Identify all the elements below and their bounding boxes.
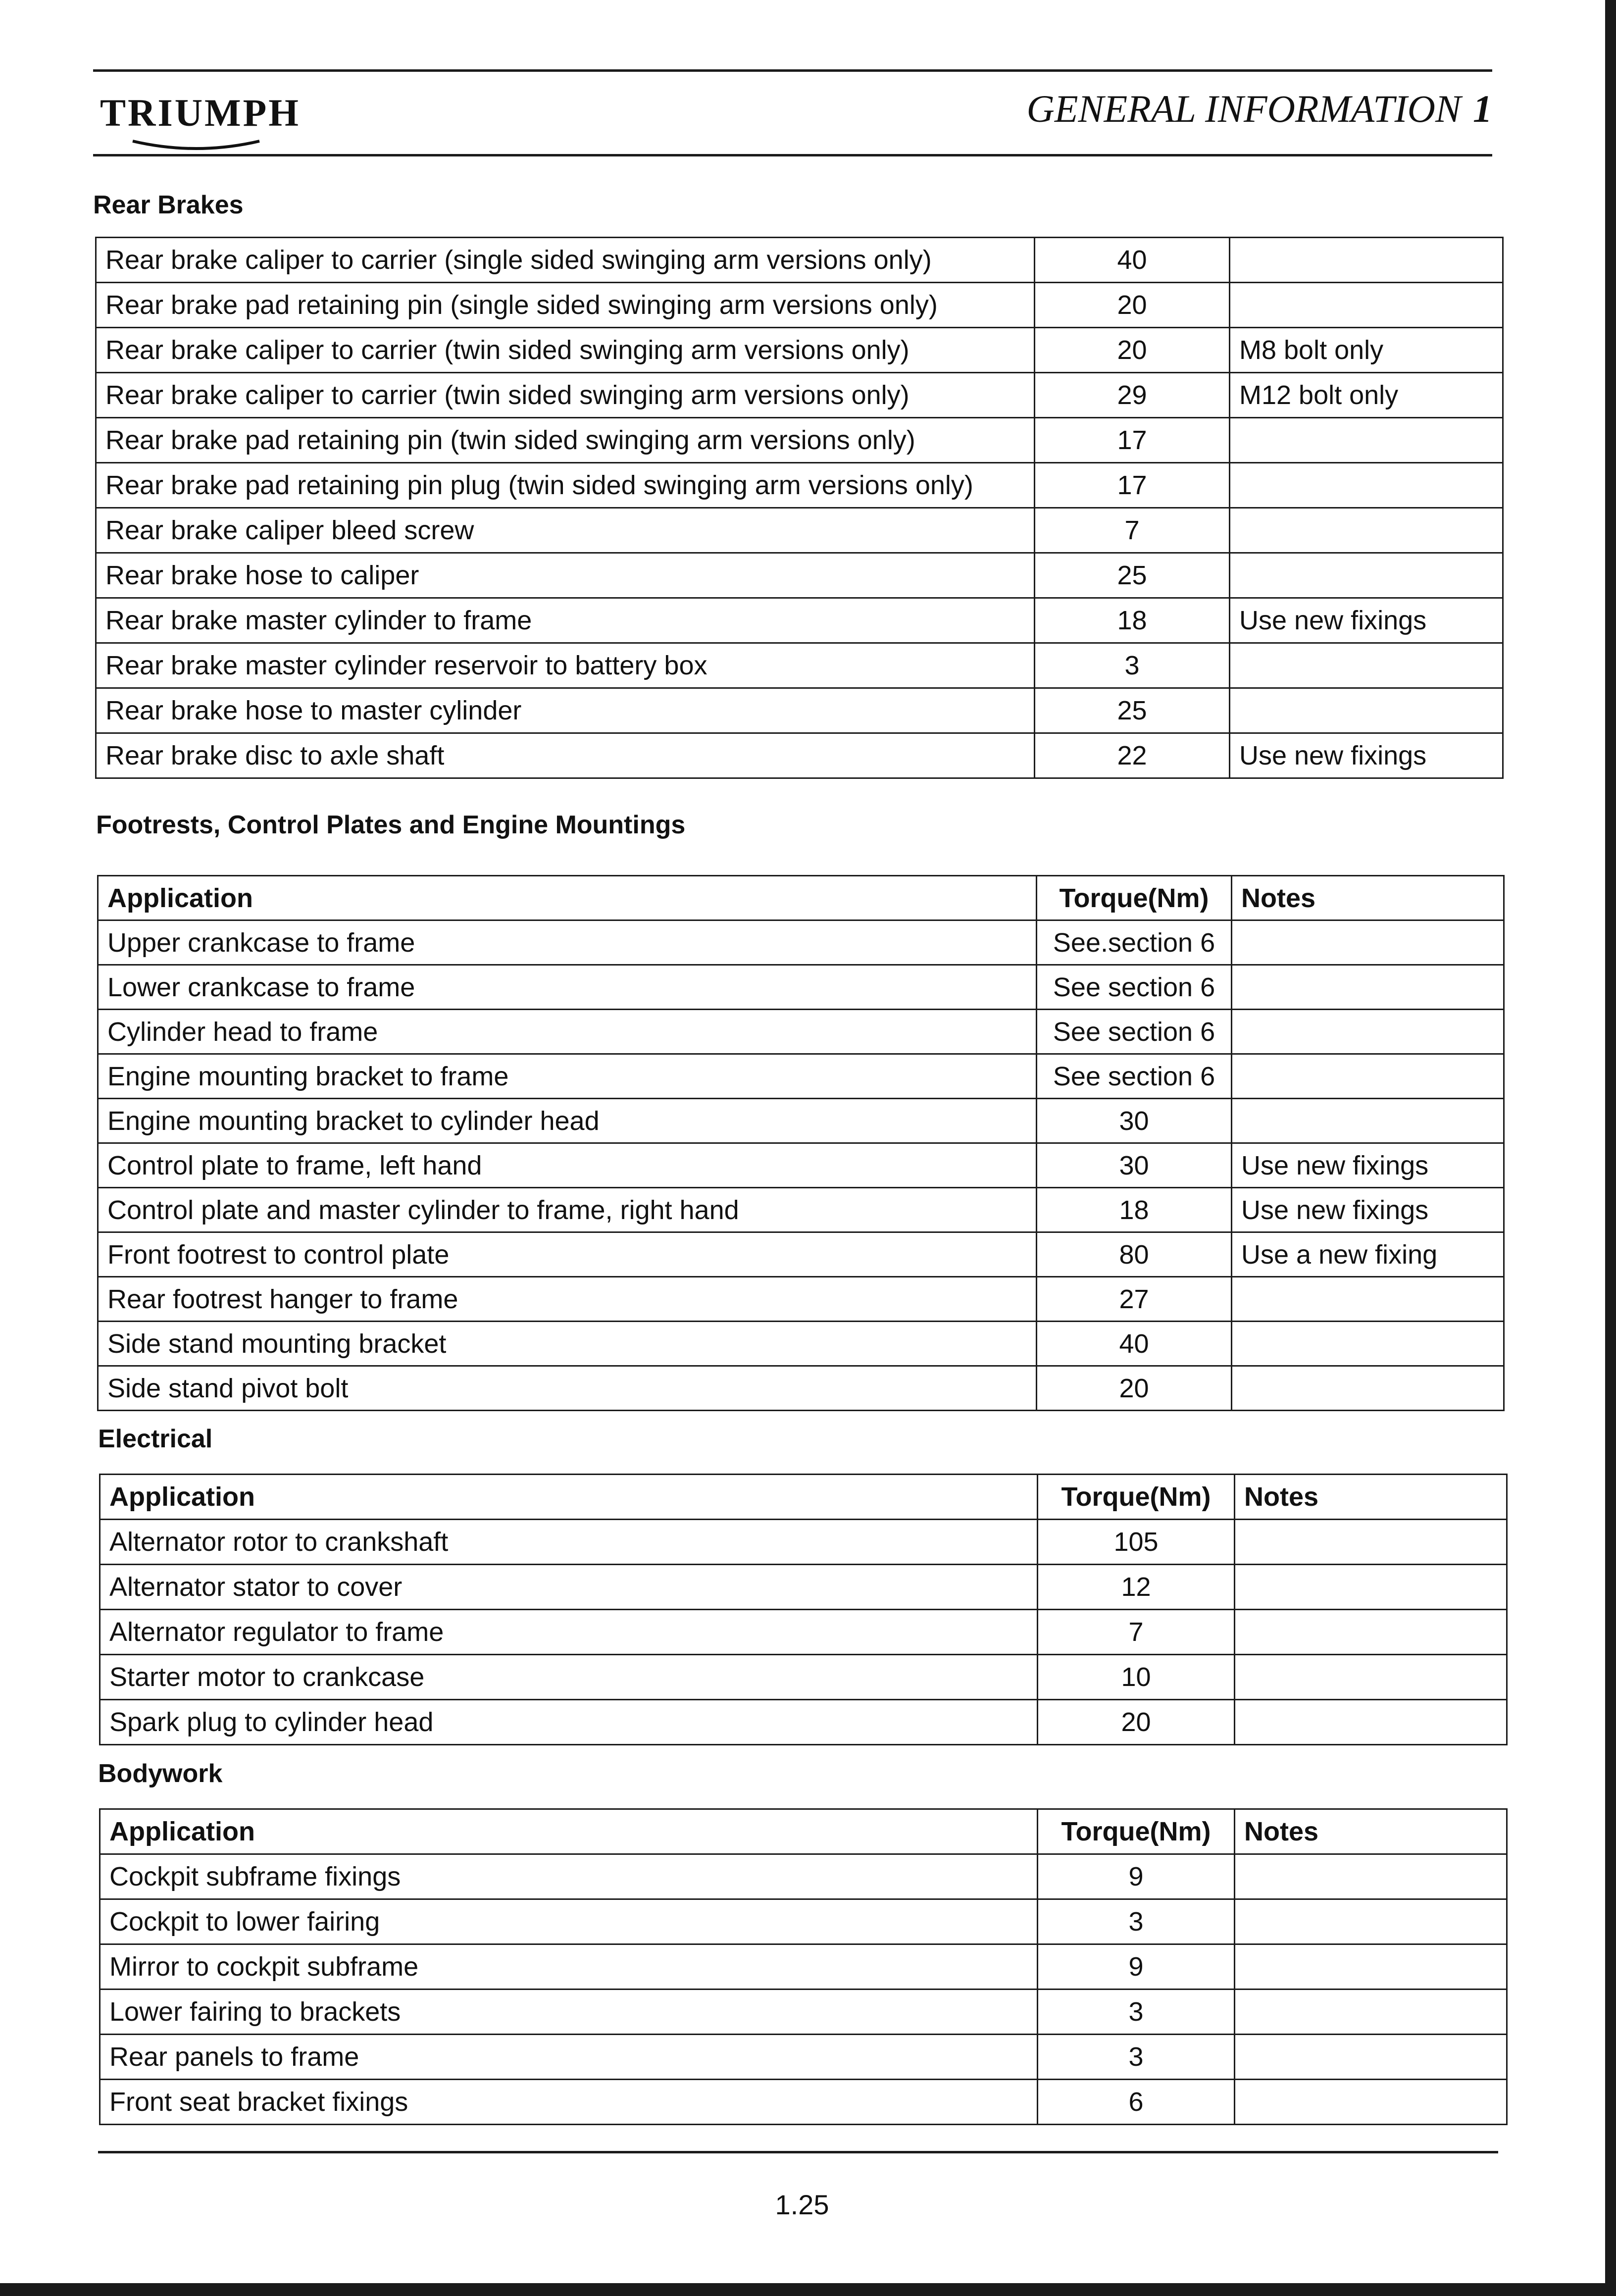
notes-cell: Use a new fixing (1232, 1232, 1504, 1277)
table-row (100, 1610, 1507, 1655)
application-cell: Rear brake master cylinder reservoir to battery box (96, 643, 1035, 688)
notes-cell (1232, 1099, 1504, 1143)
table-row (96, 508, 1503, 553)
torque-cell: 18 (1035, 598, 1230, 643)
table-row (98, 965, 1504, 1010)
application-cell: Cockpit to lower fairing (100, 1899, 1038, 1944)
column-header-notes: Notes (1235, 1475, 1507, 1520)
application-cell: Rear brake hose to caliper (96, 553, 1035, 598)
torque-cell: 3 (1035, 643, 1230, 688)
scan-edge-bottom (0, 2283, 1616, 2296)
table-row (100, 1655, 1507, 1700)
notes-cell (1230, 688, 1503, 733)
application-cell: Rear panels to frame (100, 2035, 1038, 2080)
notes-cell (1230, 643, 1503, 688)
notes-cell (1235, 1990, 1507, 2035)
section-name: GENERAL INFORMATION (1026, 87, 1461, 130)
application-cell: Front footrest to control plate (98, 1232, 1037, 1277)
table-row (100, 1899, 1507, 1944)
notes-cell (1235, 1854, 1507, 1899)
torque-cell: See section 6 (1037, 1054, 1232, 1099)
section-title-electrical: Electrical (98, 1425, 213, 1453)
notes-cell: Use new fixings (1232, 1143, 1504, 1188)
table-row (96, 373, 1503, 418)
table-row (100, 1565, 1507, 1610)
bodywork-table (99, 1808, 1508, 2125)
torque-cell: 20 (1038, 1700, 1235, 1745)
table-row (96, 643, 1503, 688)
footrests-table (97, 875, 1505, 1411)
table-row (98, 1143, 1504, 1188)
application-cell: Side stand mounting bracket (98, 1322, 1037, 1366)
table-row (96, 733, 1503, 778)
notes-cell (1235, 1944, 1507, 1990)
notes-cell (1232, 920, 1504, 965)
notes-cell (1235, 2080, 1507, 2125)
torque-cell: 7 (1035, 508, 1230, 553)
table-row (96, 283, 1503, 328)
notes-cell: Use new fixings (1230, 598, 1503, 643)
torque-cell: 9 (1038, 1944, 1235, 1990)
torque-cell: See section 6 (1037, 965, 1232, 1010)
application-cell: Rear brake caliper to carrier (twin sided swinging arm versions only) (96, 328, 1035, 373)
notes-cell (1232, 1366, 1504, 1411)
chapter-number: 1 (1473, 87, 1492, 130)
table-row (100, 1990, 1507, 2035)
notes-cell: M8 bolt only (1230, 328, 1503, 373)
column-header-application: Application (100, 1809, 1038, 1854)
torque-cell: 17 (1035, 418, 1230, 463)
logo-swash-icon (132, 139, 260, 152)
triumph-logo: TRIUMPH (100, 91, 301, 134)
notes-cell (1235, 2035, 1507, 2080)
torque-cell: 17 (1035, 463, 1230, 508)
table-row (96, 418, 1503, 463)
table-row (98, 1010, 1504, 1054)
torque-cell: 7 (1038, 1610, 1235, 1655)
torque-cell: 27 (1037, 1277, 1232, 1322)
application-cell: Alternator stator to cover (100, 1565, 1038, 1610)
torque-cell: 10 (1038, 1655, 1235, 1700)
notes-cell: Use new fixings (1232, 1188, 1504, 1232)
table-row (98, 1366, 1504, 1411)
torque-cell: 3 (1038, 2035, 1235, 2080)
torque-cell: See section 6 (1037, 1010, 1232, 1054)
notes-cell (1235, 1700, 1507, 1745)
torque-cell: 25 (1035, 688, 1230, 733)
application-cell: Rear brake caliper to carrier (twin sided swinging arm versions only) (96, 373, 1035, 418)
torque-cell: 9 (1038, 1854, 1235, 1899)
notes-cell (1235, 1610, 1507, 1655)
torque-cell: 105 (1038, 1520, 1235, 1565)
application-cell: Rear brake disc to axle shaft (96, 733, 1035, 778)
notes-cell (1235, 1899, 1507, 1944)
notes-cell: Use new fixings (1230, 733, 1503, 778)
column-header-application: Application (100, 1475, 1038, 1520)
torque-cell: 30 (1037, 1099, 1232, 1143)
table-row (96, 328, 1503, 373)
table-row (100, 2080, 1507, 2125)
application-cell: Mirror to cockpit subframe (100, 1944, 1038, 1990)
table-header-row (100, 1809, 1507, 1854)
table-row (96, 598, 1503, 643)
notes-cell (1230, 553, 1503, 598)
application-cell: Rear brake caliper bleed screw (96, 508, 1035, 553)
scan-edge-right (1605, 0, 1616, 2296)
table-row (100, 1520, 1507, 1565)
table-row (98, 920, 1504, 965)
torque-cell: 3 (1038, 1899, 1235, 1944)
torque-cell: 12 (1038, 1565, 1235, 1610)
torque-cell: 25 (1035, 553, 1230, 598)
table-row (96, 688, 1503, 733)
notes-cell (1230, 463, 1503, 508)
table-row (96, 553, 1503, 598)
section-title-rear-brakes: Rear Brakes (93, 191, 244, 219)
column-header-notes: Notes (1235, 1809, 1507, 1854)
table-header-row (100, 1475, 1507, 1520)
table-row (96, 238, 1503, 283)
application-cell: Rear brake master cylinder to frame (96, 598, 1035, 643)
torque-cell: 40 (1037, 1322, 1232, 1366)
application-cell: Control plate to frame, left hand (98, 1143, 1037, 1188)
application-cell: Cylinder head to frame (98, 1010, 1037, 1054)
table-row (100, 1944, 1507, 1990)
table-row (98, 1322, 1504, 1366)
table-row (98, 1054, 1504, 1099)
section-title-footrests: Footrests, Control Plates and Engine Mountings (96, 811, 686, 839)
notes-cell (1230, 418, 1503, 463)
application-cell: Lower fairing to brackets (100, 1990, 1038, 2035)
notes-cell (1232, 1277, 1504, 1322)
notes-cell (1235, 1520, 1507, 1565)
table-header-row (98, 876, 1504, 920)
application-cell: Rear brake hose to master cylinder (96, 688, 1035, 733)
notes-cell (1235, 1565, 1507, 1610)
column-header-torque: Torque(Nm) (1037, 876, 1232, 920)
application-cell: Lower crankcase to frame (98, 965, 1037, 1010)
torque-cell: 20 (1035, 328, 1230, 373)
table-row (98, 1188, 1504, 1232)
application-cell: Rear brake pad retaining pin (twin sided swinging arm versions only) (96, 418, 1035, 463)
application-cell: Side stand pivot bolt (98, 1366, 1037, 1411)
application-cell: Rear brake pad retaining pin (single sided swinging arm versions only) (96, 283, 1035, 328)
application-cell: Rear footrest hanger to frame (98, 1277, 1037, 1322)
footer-rule (98, 2151, 1498, 2153)
torque-cell: 20 (1035, 283, 1230, 328)
torque-cell: 3 (1038, 1990, 1235, 2035)
notes-cell (1230, 508, 1503, 553)
table-row (98, 1277, 1504, 1322)
application-cell: Engine mounting bracket to frame (98, 1054, 1037, 1099)
column-header-torque: Torque(Nm) (1038, 1475, 1235, 1520)
notes-cell: M12 bolt only (1230, 373, 1503, 418)
column-header-torque: Torque(Nm) (1038, 1809, 1235, 1854)
table-row (98, 1232, 1504, 1277)
application-cell: Rear brake pad retaining pin plug (twin sided swinging arm versions only) (96, 463, 1035, 508)
page-number: 1.25 (775, 2189, 829, 2220)
page-header (93, 69, 1492, 156)
application-cell: Front seat bracket fixings (100, 2080, 1038, 2125)
application-cell: Starter motor to crankcase (100, 1655, 1038, 1700)
application-cell: Control plate and master cylinder to frame, right hand (98, 1188, 1037, 1232)
torque-cell: 40 (1035, 238, 1230, 283)
torque-cell: 80 (1037, 1232, 1232, 1277)
section-title-bodywork: Bodywork (98, 1759, 223, 1788)
notes-cell (1232, 965, 1504, 1010)
table-row (98, 1099, 1504, 1143)
application-cell: Upper crankcase to frame (98, 920, 1037, 965)
application-cell: Cockpit subframe fixings (100, 1854, 1038, 1899)
torque-cell: 22 (1035, 733, 1230, 778)
application-cell: Spark plug to cylinder head (100, 1700, 1038, 1745)
application-cell: Alternator regulator to frame (100, 1610, 1038, 1655)
notes-cell (1230, 283, 1503, 328)
header-title (1027, 87, 1492, 131)
notes-cell (1230, 238, 1503, 283)
electrical-table (99, 1474, 1508, 1745)
notes-cell (1232, 1010, 1504, 1054)
column-header-application: Application (98, 876, 1037, 920)
torque-cell: 29 (1035, 373, 1230, 418)
torque-cell: See.section 6 (1037, 920, 1232, 965)
torque-cell: 18 (1037, 1188, 1232, 1232)
torque-cell: 6 (1038, 2080, 1235, 2125)
column-header-notes: Notes (1232, 876, 1504, 920)
table-row (96, 463, 1503, 508)
table-row (100, 1700, 1507, 1745)
torque-cell: 20 (1037, 1366, 1232, 1411)
rear-brakes-table (95, 237, 1504, 779)
notes-cell (1232, 1054, 1504, 1099)
application-cell: Engine mounting bracket to cylinder head (98, 1099, 1037, 1143)
notes-cell (1232, 1322, 1504, 1366)
table-row (100, 1854, 1507, 1899)
torque-cell: 30 (1037, 1143, 1232, 1188)
notes-cell (1235, 1655, 1507, 1700)
table-row (100, 2035, 1507, 2080)
application-cell: Rear brake caliper to carrier (single sided swinging arm versions only) (96, 238, 1035, 283)
application-cell: Alternator rotor to crankshaft (100, 1520, 1038, 1565)
